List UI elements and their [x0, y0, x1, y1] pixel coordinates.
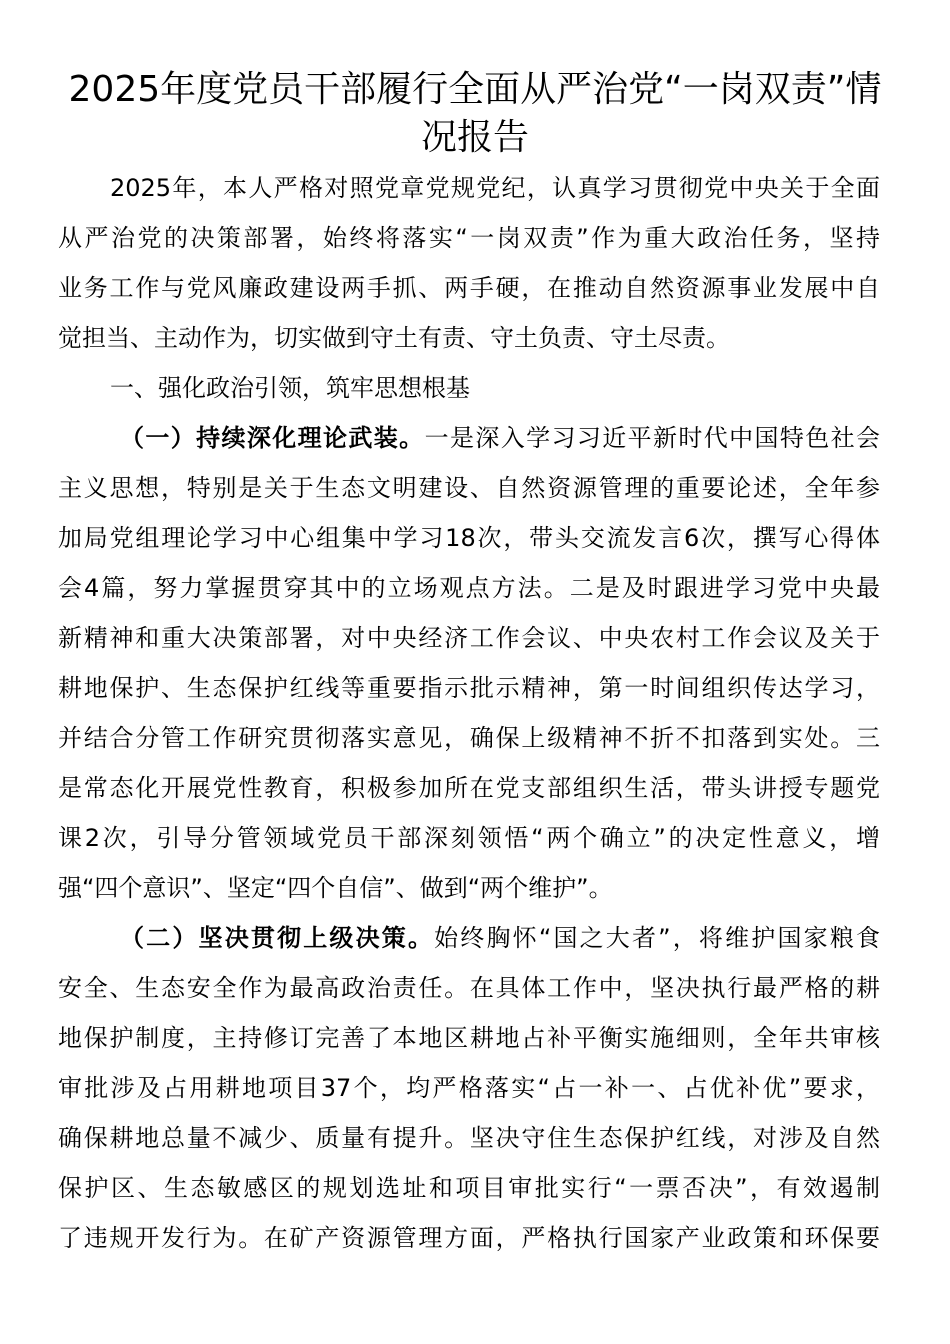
intro-line: 2025年，本人严格对照党章党规党纪，认真学习贯彻党中央关于全面: [110, 174, 880, 202]
document-title: [40, 66, 910, 162]
intro-line: 觉担当、主动作为，切实做到守土有责、守土负责、守土尽责。: [58, 324, 730, 352]
paragraph-text: 始终胸怀“国之大者”，将维护国家粮食: [434, 924, 880, 952]
title-line: 2025年度党员干部履行全面从严治党“一岗双责”情: [68, 69, 882, 110]
subsection-2-heading: （二）坚决贯彻上级决策。: [120, 924, 435, 952]
document-body: [58, 163, 880, 1263]
paragraph-line: 了违规开发行为。在矿产资源管理方面，严格执行国家产业政策和环保要: [58, 1224, 880, 1252]
paragraph-line: 审批涉及占用耕地项目37个，均严格落实“占一补一、占优补优”要求，: [58, 1074, 880, 1102]
section-heading: 一、强化政治引领，筑牢思想根基: [110, 374, 470, 402]
paragraph-line: 确保耕地总量不减少、质量有提升。坚决守住生态保护红线，对涉及自然: [58, 1124, 880, 1152]
paragraph-line: 耕地保护、生态保护红线等重要指示批示精神，第一时间组织传达学习，: [58, 674, 880, 702]
intro-line: 业务工作与党风廉政建设两手抓、两手硬，在推动自然资源事业发展中自: [58, 274, 880, 302]
paragraph-text: 一是深入学习习近平新时代中国特色社会: [424, 424, 880, 452]
paragraph-line: 会4篇，努力掌握贯穿其中的立场观点方法。二是及时跟进学习党中央最: [58, 574, 880, 602]
subsection-2-first-line: [58, 913, 880, 963]
paragraph-line: 安全、生态安全作为最高政治责任。在具体工作中，坚决执行最严格的耕: [58, 974, 880, 1002]
subsection-1-heading: （一）持续深化理论武装。: [120, 424, 425, 452]
paragraph-line: 并结合分管工作研究贯彻落实意见，确保上级精神不折不扣落到实处。三: [58, 724, 880, 752]
intro-line: 从严治党的决策部署，始终将落实“一岗双责”作为重大政治任务，坚持: [58, 224, 880, 252]
paragraph-line: 地保护制度，主持修订完善了本地区耕地占补平衡实施细则，全年共审核: [58, 1024, 880, 1052]
paragraph-line: 新精神和重大决策部署，对中央经济工作会议、中央农村工作会议及关于: [58, 624, 880, 652]
paragraph-line: 加局党组理论学习中心组集中学习18次，带头交流发言6次，撰写心得体: [58, 524, 880, 552]
paragraph-line: 主义思想，特别是关于生态文明建设、自然资源管理的重要论述，全年参: [58, 474, 880, 502]
subsection-1-first-line: [58, 413, 880, 463]
title-line: 况报告: [420, 117, 529, 158]
paragraph-line: 强“四个意识”、坚定“四个自信”、做到“两个维护”。: [58, 874, 613, 902]
paragraph-line: 是常态化开展党性教育，积极参加所在党支部组织生活，带头讲授专题党: [58, 774, 880, 802]
paragraph-line: 课2次，引导分管领域党员干部深刻领悟“两个确立”的决定性意义，增: [58, 824, 880, 852]
paragraph-line: 保护区、生态敏感区的规划选址和项目审批实行“一票否决”，有效遏制: [58, 1174, 880, 1202]
